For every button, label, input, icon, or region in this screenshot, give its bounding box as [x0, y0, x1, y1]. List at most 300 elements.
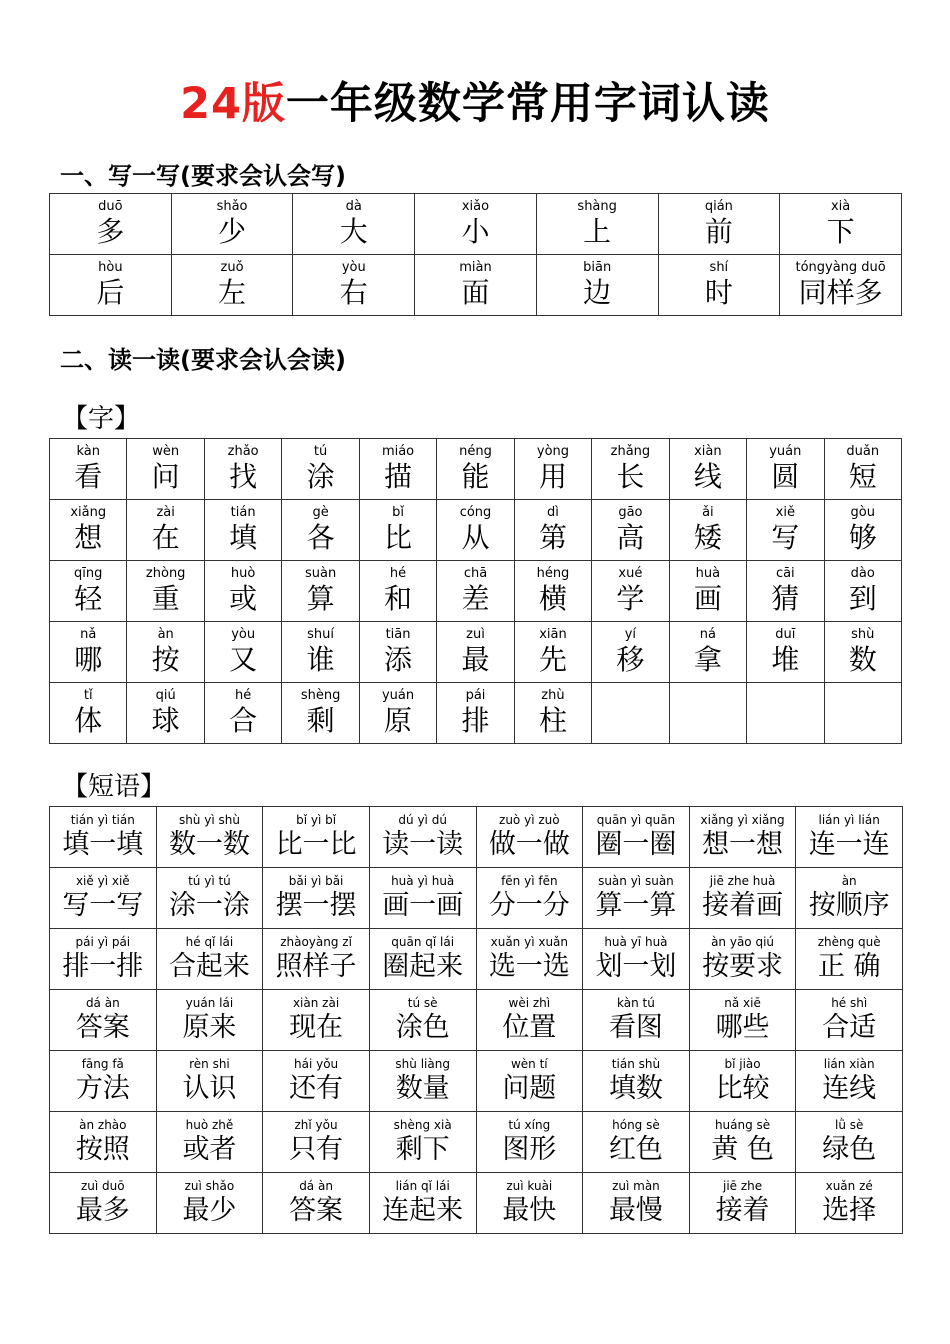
word-cell	[204, 622, 281, 683]
hanzi: 连线	[822, 1073, 877, 1104]
hanzi: 数量	[395, 1073, 450, 1104]
word-cell	[263, 929, 370, 990]
pinyin: shù yì shù	[178, 813, 240, 827]
word-cell	[127, 439, 204, 500]
word-cell	[796, 807, 903, 868]
pinyin: xiàn zài	[292, 996, 340, 1010]
word-cell	[127, 500, 204, 561]
hanzi: 填一填	[62, 829, 144, 860]
word-cell	[747, 561, 824, 622]
word-cell	[50, 929, 157, 990]
word-cell	[514, 500, 591, 561]
hanzi: 还有	[289, 1073, 344, 1104]
word-cell	[536, 255, 658, 316]
pinyin: shù	[851, 627, 875, 642]
word-cell	[50, 1173, 157, 1234]
pinyin: xué	[618, 566, 643, 581]
hanzi: 照样子	[275, 951, 357, 982]
word-cell	[476, 1173, 583, 1234]
hanzi: 按照	[75, 1134, 130, 1165]
section2-heading: 二、读一读(要求会认会读)	[60, 346, 346, 374]
word-cell	[689, 807, 796, 868]
table-row	[50, 990, 903, 1051]
hanzi: 涂一涂	[168, 890, 250, 921]
word-cell	[359, 561, 436, 622]
word-cell	[369, 929, 476, 990]
pinyin: shèng	[300, 688, 341, 703]
pinyin: duǎn	[846, 444, 880, 459]
pinyin: tián yì tián	[70, 813, 135, 827]
hanzi: 圈起来	[382, 951, 464, 982]
word-cell	[583, 1112, 690, 1173]
word-cell	[50, 683, 127, 744]
pinyin: àn yāo qiú	[711, 935, 775, 949]
word-cell	[583, 807, 690, 868]
word-cell	[359, 500, 436, 561]
hanzi: 描	[384, 460, 413, 493]
table-row	[50, 1112, 903, 1173]
word-cell	[415, 255, 537, 316]
table-row	[50, 1173, 903, 1234]
hanzi: 同样多	[798, 276, 883, 309]
pinyin: xiǎo	[461, 199, 490, 214]
hanzi: 算一算	[595, 890, 677, 921]
page-title	[0, 70, 950, 131]
pinyin: pái yì pái	[75, 935, 131, 949]
word-cell	[747, 622, 824, 683]
section1-heading: 一、写一写(要求会认会写)	[60, 162, 346, 190]
word-cell	[592, 561, 669, 622]
pinyin: quān qǐ lái	[391, 935, 455, 949]
pinyin: wèn	[152, 444, 180, 459]
pinyin: shuí	[307, 627, 335, 642]
pinyin: tǐ	[83, 688, 93, 703]
pinyin: xiān	[539, 627, 567, 642]
pinyin: bǐ	[392, 505, 404, 520]
hanzi: 在	[151, 521, 180, 554]
hanzi: 按顺序	[808, 890, 890, 921]
pinyin: zuò yì zuò	[499, 813, 560, 827]
hanzi: 写	[771, 521, 800, 554]
word-cell	[127, 561, 204, 622]
table-row	[50, 1051, 903, 1112]
pinyin: dá àn	[299, 1179, 333, 1193]
pinyin: gè	[312, 505, 329, 520]
pinyin: zài	[156, 505, 175, 520]
pinyin: tián shù	[611, 1057, 661, 1071]
hanzi: 多	[96, 215, 125, 248]
pinyin: néng	[459, 444, 492, 459]
phrases-label: 【短语】	[62, 772, 167, 802]
hanzi: 填数	[608, 1073, 663, 1104]
word-cell	[747, 439, 824, 500]
hanzi: 看图	[608, 1012, 663, 1043]
pinyin: hái yǒu	[293, 1057, 339, 1071]
hanzi: 涂	[306, 460, 335, 493]
pinyin: nǎ xiē	[724, 996, 761, 1010]
hanzi: 上	[583, 215, 612, 248]
pinyin: shèng xià	[393, 1118, 452, 1132]
pinyin: yí	[624, 627, 637, 642]
pinyin: wèi zhì	[508, 996, 551, 1010]
word-cell	[293, 194, 415, 255]
pinyin: shù liàng	[395, 1057, 450, 1071]
word-cell	[156, 929, 263, 990]
hanzi: 和	[384, 582, 413, 615]
word-cell	[437, 561, 514, 622]
word-cell	[282, 439, 359, 500]
pinyin: qián	[704, 199, 733, 214]
pinyin: yuán lái	[185, 996, 234, 1010]
pinyin: hé	[389, 566, 407, 581]
pinyin: huà	[695, 566, 721, 581]
table-row	[50, 439, 902, 500]
word-cell	[583, 868, 690, 929]
word-cell	[282, 683, 359, 744]
write-chars-table	[49, 193, 902, 316]
word-cell	[689, 868, 796, 929]
hanzi: 比一比	[275, 829, 357, 860]
pinyin: huò zhě	[185, 1118, 234, 1132]
word-cell	[824, 561, 901, 622]
hanzi: 堆	[771, 643, 800, 676]
hanzi: 排一排	[62, 951, 144, 982]
pinyin	[592, 705, 668, 721]
word-cell	[204, 561, 281, 622]
word-cell	[583, 1173, 690, 1234]
pinyin: quān yì quān	[596, 813, 676, 827]
word-cell	[369, 1112, 476, 1173]
pinyin: àn	[157, 627, 174, 642]
word-cell	[476, 929, 583, 990]
word-cell	[583, 929, 690, 990]
pinyin: dà	[345, 199, 362, 214]
word-cell	[796, 868, 903, 929]
hanzi: 最慢	[608, 1195, 663, 1226]
pinyin: fāng fǎ	[81, 1057, 124, 1071]
pinyin: huà yī huà	[604, 935, 668, 949]
word-cell	[780, 255, 902, 316]
table-row	[50, 683, 902, 744]
pinyin: ná	[699, 627, 716, 642]
word-cell	[369, 868, 476, 929]
word-cell	[263, 1173, 370, 1234]
hanzi: 又	[229, 643, 258, 676]
pinyin: yuán	[769, 444, 802, 459]
pinyin	[825, 705, 901, 721]
pinyin: cóng	[459, 505, 492, 520]
hanzi: 排	[461, 704, 490, 737]
word-cell	[747, 683, 824, 744]
hanzi: 猜	[771, 582, 800, 615]
hanzi: 认识	[182, 1073, 237, 1104]
pinyin: yòu	[341, 260, 366, 275]
hanzi: 正 确	[817, 951, 881, 982]
hanzi: 问题	[502, 1073, 557, 1104]
word-cell	[50, 561, 127, 622]
hanzi: 选一选	[488, 951, 570, 982]
hanzi: 画一画	[382, 890, 464, 921]
hanzi: 选择	[822, 1195, 877, 1226]
table-row	[50, 929, 903, 990]
table-row	[50, 622, 902, 683]
word-cell	[359, 622, 436, 683]
word-cell	[824, 500, 901, 561]
word-cell	[50, 868, 157, 929]
word-cell	[263, 990, 370, 1051]
pinyin: qīng	[74, 566, 103, 581]
word-cell	[437, 683, 514, 744]
pinyin: zhàoyàng zǐ	[280, 935, 352, 949]
hanzi: 算	[306, 582, 335, 615]
pinyin: dá àn	[85, 996, 120, 1010]
word-cell	[669, 561, 746, 622]
table-row	[50, 868, 903, 929]
read-chars-table	[49, 438, 902, 744]
hanzi: 圈一圈	[595, 829, 677, 860]
word-cell	[50, 255, 172, 316]
pinyin: duī	[775, 627, 796, 642]
word-cell	[156, 1112, 263, 1173]
hanzi: 接着画	[702, 890, 784, 921]
pinyin: xiǎng	[70, 505, 107, 520]
hanzi: 长	[616, 460, 645, 493]
hanzi: 合起来	[168, 951, 250, 982]
word-cell	[476, 1112, 583, 1173]
pinyin: huáng sè	[714, 1118, 771, 1132]
pinyin: hé shì	[831, 996, 868, 1010]
pinyin: jiē zhe	[722, 1179, 763, 1193]
hanzi: 大	[339, 215, 368, 248]
table-row	[50, 561, 902, 622]
pinyin: qiú	[155, 688, 176, 703]
hanzi: 数	[848, 643, 877, 676]
word-cell	[592, 683, 669, 744]
word-cell	[50, 1112, 157, 1173]
pinyin: duō	[98, 199, 123, 214]
hanzi: 短	[848, 460, 877, 493]
table-row	[50, 194, 902, 255]
word-cell	[796, 1051, 903, 1112]
word-cell	[796, 1173, 903, 1234]
hanzi: 谁	[306, 643, 335, 676]
hanzi: 合适	[822, 1012, 877, 1043]
hanzi: 问	[151, 460, 180, 493]
word-cell	[171, 255, 293, 316]
hanzi: 画	[693, 582, 722, 615]
pinyin: kàn tú	[617, 996, 655, 1010]
hanzi: 合	[229, 704, 258, 737]
pinyin: huò	[230, 566, 256, 581]
hanzi: 移	[616, 643, 645, 676]
title-rest: 一年级数学常用字词认读	[285, 79, 770, 129]
pinyin: biān	[583, 260, 612, 275]
word-cell	[156, 1173, 263, 1234]
word-cell	[263, 1051, 370, 1112]
hanzi: 最多	[75, 1195, 130, 1226]
pinyin: zhòng	[145, 566, 186, 581]
word-cell	[263, 868, 370, 929]
pinyin: yòu	[231, 627, 256, 642]
word-cell	[689, 929, 796, 990]
word-cell	[156, 990, 263, 1051]
hanzi: 矮	[693, 521, 722, 554]
hanzi: 差	[461, 582, 490, 615]
pinyin: héng	[536, 566, 570, 581]
word-cell	[50, 439, 127, 500]
table-row	[50, 255, 902, 316]
word-cell	[437, 622, 514, 683]
hanzi: 只有	[289, 1134, 344, 1165]
word-cell	[127, 622, 204, 683]
hanzi: 少	[218, 215, 247, 248]
pinyin: tú yì tú	[188, 874, 231, 888]
pinyin: hé	[235, 688, 252, 703]
word-cell	[689, 1112, 796, 1173]
hanzi: 体	[74, 704, 103, 737]
pinyin: xiě	[775, 505, 795, 520]
hanzi: 小	[461, 215, 490, 248]
hanzi: 横	[538, 582, 567, 615]
word-cell	[204, 500, 281, 561]
hanzi: 写一写	[62, 890, 144, 921]
hanzi: 拿	[693, 643, 722, 676]
pinyin: lǜ sè	[834, 1118, 864, 1132]
hanzi: 哪些	[715, 1012, 770, 1043]
hanzi: 前	[704, 215, 733, 248]
word-cell	[514, 622, 591, 683]
word-cell	[583, 990, 690, 1051]
hanzi: 原	[384, 704, 413, 737]
hanzi: 从	[461, 521, 490, 554]
hanzi: 圆	[771, 460, 800, 493]
pinyin: zuì kuài	[506, 1179, 553, 1193]
word-cell	[415, 194, 537, 255]
pinyin: tú	[313, 444, 328, 459]
hanzi: 最快	[502, 1195, 557, 1226]
word-cell	[669, 622, 746, 683]
hanzi: 想	[74, 521, 103, 554]
word-cell	[669, 683, 746, 744]
word-cell	[476, 990, 583, 1051]
hanzi: 涂色	[395, 1012, 450, 1043]
hanzi: 连起来	[382, 1195, 464, 1226]
title-highlight: 24版	[180, 79, 286, 129]
hanzi: 右	[339, 276, 368, 309]
word-cell	[282, 622, 359, 683]
pinyin: tóngyàng duō	[795, 260, 886, 275]
hanzi: 找	[229, 460, 258, 493]
pinyin: bǐ yì bǐ	[296, 813, 337, 827]
pinyin: zhèng què	[817, 935, 881, 949]
word-cell	[359, 439, 436, 500]
table-row	[50, 807, 903, 868]
hanzi: 下	[826, 215, 855, 248]
pinyin: rèn shi	[189, 1057, 230, 1071]
word-cell	[689, 1173, 796, 1234]
pinyin: dào	[850, 566, 875, 581]
word-cell	[369, 990, 476, 1051]
word-cell	[824, 622, 901, 683]
pinyin: fēn yì fēn	[501, 874, 558, 888]
pinyin: shǎo	[216, 199, 248, 214]
hanzi: 红色	[608, 1134, 663, 1165]
word-cell	[204, 439, 281, 500]
hanzi: 高	[616, 521, 645, 554]
hanzi: 读一读	[382, 829, 464, 860]
word-cell	[824, 439, 901, 500]
pinyin: gāo	[618, 505, 643, 520]
hanzi: 轻	[74, 582, 103, 615]
pinyin: tiān	[385, 627, 411, 642]
phrases-table	[49, 806, 903, 1234]
hanzi: 连一连	[808, 829, 890, 860]
hanzi: 比	[384, 521, 413, 554]
pinyin: bǎi yì bǎi	[288, 874, 344, 888]
hanzi: 填	[229, 521, 258, 554]
word-cell	[293, 255, 415, 316]
pinyin: pái	[465, 688, 486, 703]
hanzi: 答案	[289, 1195, 344, 1226]
word-cell	[536, 194, 658, 255]
chars-label: 【字】	[62, 404, 141, 434]
pinyin: dú yì dú	[398, 813, 447, 827]
hanzi: 划一划	[595, 951, 677, 982]
word-cell	[50, 807, 157, 868]
hanzi: 到	[848, 582, 877, 615]
pinyin: àn	[841, 874, 857, 888]
hanzi: 第	[538, 521, 567, 554]
pinyin: miáo	[381, 444, 415, 459]
word-cell	[747, 500, 824, 561]
word-cell	[369, 1051, 476, 1112]
hanzi: 线	[693, 460, 722, 493]
hanzi: 左	[218, 276, 247, 309]
pinyin: suàn	[304, 566, 337, 581]
word-cell	[796, 929, 903, 990]
hanzi: 剩下	[395, 1134, 450, 1165]
pinyin: gòu	[850, 505, 875, 520]
word-cell	[824, 683, 901, 744]
hanzi: 比较	[715, 1073, 770, 1104]
hanzi: 哪	[74, 643, 103, 676]
hanzi: 添	[384, 643, 413, 676]
word-cell	[796, 990, 903, 1051]
hanzi: 按要求	[702, 951, 784, 982]
word-cell	[476, 807, 583, 868]
pinyin: dì	[547, 505, 559, 520]
word-cell	[156, 807, 263, 868]
pinyin: wèn tí	[510, 1057, 548, 1071]
hanzi: 按	[151, 643, 180, 676]
hanzi: 各	[306, 521, 335, 554]
word-cell	[658, 255, 780, 316]
hanzi: 柱	[538, 704, 567, 737]
pinyin	[747, 705, 823, 721]
pinyin: shàng	[577, 199, 617, 214]
pinyin: zuǒ	[220, 260, 244, 275]
word-cell	[689, 1051, 796, 1112]
pinyin: lián xiàn	[823, 1057, 875, 1071]
pinyin: nǎ	[80, 627, 97, 642]
hanzi: 最少	[182, 1195, 237, 1226]
pinyin: xiǎng yì xiǎng	[700, 813, 785, 827]
word-cell	[658, 194, 780, 255]
pinyin: lián qǐ lái	[395, 1179, 450, 1193]
word-cell	[669, 500, 746, 561]
word-cell	[514, 683, 591, 744]
pinyin: àn zhào	[79, 1118, 127, 1132]
